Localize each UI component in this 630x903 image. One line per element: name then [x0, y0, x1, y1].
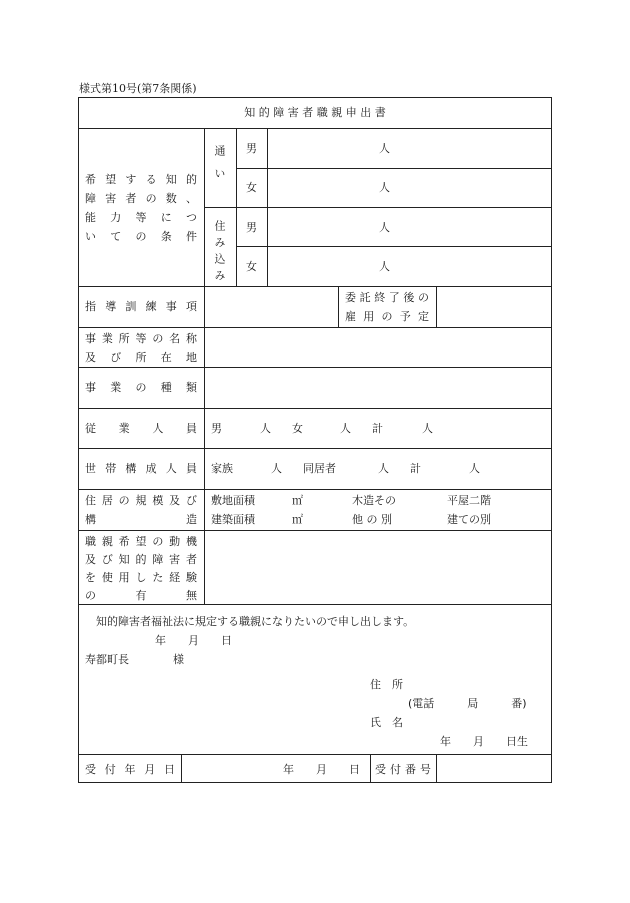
- commute-female-unit: 人: [379, 181, 390, 194]
- office-label-line: 事 業 所 等 の 名 称: [85, 332, 197, 345]
- rule: [79, 448, 551, 449]
- live-in-male-unit: 人: [379, 221, 390, 234]
- declaration-text: 知的障害者福祉法に規定する職親になりたいので申し出します。: [96, 615, 415, 628]
- household-cohabitant: 同居者: [303, 462, 336, 475]
- household-total: 計: [410, 462, 421, 475]
- rule: [338, 286, 339, 327]
- rule: [181, 754, 182, 783]
- commute-label: 通 い: [213, 145, 226, 183]
- rule: [204, 128, 205, 604]
- rule: [370, 754, 371, 783]
- conditions-label-line: い て の 条 件: [85, 230, 197, 243]
- other-etc-label: 他 の 別: [352, 513, 392, 526]
- conditions-label-line: 希 望 す る 知 的: [85, 173, 197, 186]
- dwelling-label-line: 住 居 の 規 模 及 び: [85, 494, 197, 507]
- commute-female-label: 女: [246, 181, 257, 194]
- post-training-label-line: 雇 用 の 予 定: [345, 310, 429, 323]
- rule: [436, 754, 437, 783]
- live-in-female-unit: 人: [379, 260, 390, 273]
- wooden-other-label: 木造その: [352, 494, 396, 507]
- form-number: 様式第10号(第7条関係): [79, 82, 197, 95]
- employees-total: 計: [372, 422, 383, 435]
- training-label: 指 導 訓 練 事 項: [85, 300, 197, 313]
- motive-label-line: 及 び 知 的 障 害 者: [85, 553, 197, 566]
- form-title: 知 的 障 害 者 職 親 申 出 書: [244, 106, 386, 119]
- business-type-label: 事 業 の 種 類: [85, 381, 197, 394]
- employees-total-unit: 人: [422, 422, 433, 435]
- applicant-address-label: 住 所: [370, 678, 403, 691]
- motive-label-line: を 使 用 し た 経 験: [85, 571, 197, 584]
- live-in-male-label: 男: [246, 221, 257, 234]
- rule: [436, 286, 437, 327]
- commute-male-label: 男: [246, 142, 257, 155]
- employees-male: 男: [211, 422, 222, 435]
- dwelling-label-line: 構 造: [85, 513, 197, 526]
- household-total-unit: 人: [469, 462, 480, 475]
- addressee: 寿都町長 様: [85, 653, 184, 666]
- commute-male-unit: 人: [379, 142, 390, 155]
- household-family-unit: 人: [271, 462, 282, 475]
- rule: [79, 327, 551, 328]
- household-cohabitant-unit: 人: [378, 462, 389, 475]
- conditions-label-line: 障 害 者 の 数 、: [85, 192, 197, 205]
- receipt-date-value: 年 月 日: [283, 763, 360, 776]
- receipt-number-label: 受 付 番 号: [375, 763, 431, 776]
- rule: [79, 408, 551, 409]
- rule: [79, 604, 551, 605]
- applicant-birth-date: 年 月 日生: [440, 735, 528, 748]
- rule: [79, 286, 551, 287]
- rule: [79, 367, 551, 368]
- household-family: 家族: [211, 462, 233, 475]
- building-area-unit: ㎡: [292, 513, 303, 526]
- live-in-label: 住 み 込 み: [213, 220, 226, 282]
- household-label: 世 帯 構 成 人 員: [85, 462, 197, 475]
- post-training-label-line: 委 託 終 了 後 の: [345, 291, 429, 304]
- motive-label-line: の 有 無: [85, 589, 197, 602]
- receipt-date-label: 受 付 年 月 日: [85, 763, 175, 776]
- declaration-date: 年 月 日: [155, 634, 232, 647]
- rule: [79, 489, 551, 490]
- site-area-label: 敷地面積: [211, 494, 255, 507]
- rule: [236, 128, 237, 286]
- rule: [236, 246, 551, 247]
- rule: [204, 207, 551, 208]
- motive-label-line: 職 親 希 望 の 動 機: [85, 535, 197, 548]
- build-type-label: 建ての別: [447, 513, 491, 526]
- rule: [236, 168, 551, 169]
- employees-label: 従 業 人 員: [85, 422, 197, 435]
- office-label-line: 及 び 所 在 地: [85, 351, 197, 364]
- rule: [79, 530, 551, 531]
- story-type-label: 平屋二階: [447, 494, 491, 507]
- employees-female: 女: [292, 422, 303, 435]
- employees-female-unit: 人: [340, 422, 351, 435]
- applicant-name-label: 氏 名: [370, 716, 403, 729]
- rule: [79, 128, 551, 129]
- building-area-label: 建築面積: [211, 513, 255, 526]
- site-area-unit: ㎡: [292, 494, 303, 507]
- live-in-female-label: 女: [246, 260, 257, 273]
- conditions-label-line: 能 力 等 に つ: [85, 211, 197, 224]
- rule: [79, 754, 551, 755]
- employees-male-unit: 人: [260, 422, 271, 435]
- applicant-phone: (電話 局 番): [408, 697, 527, 710]
- rule: [267, 128, 268, 286]
